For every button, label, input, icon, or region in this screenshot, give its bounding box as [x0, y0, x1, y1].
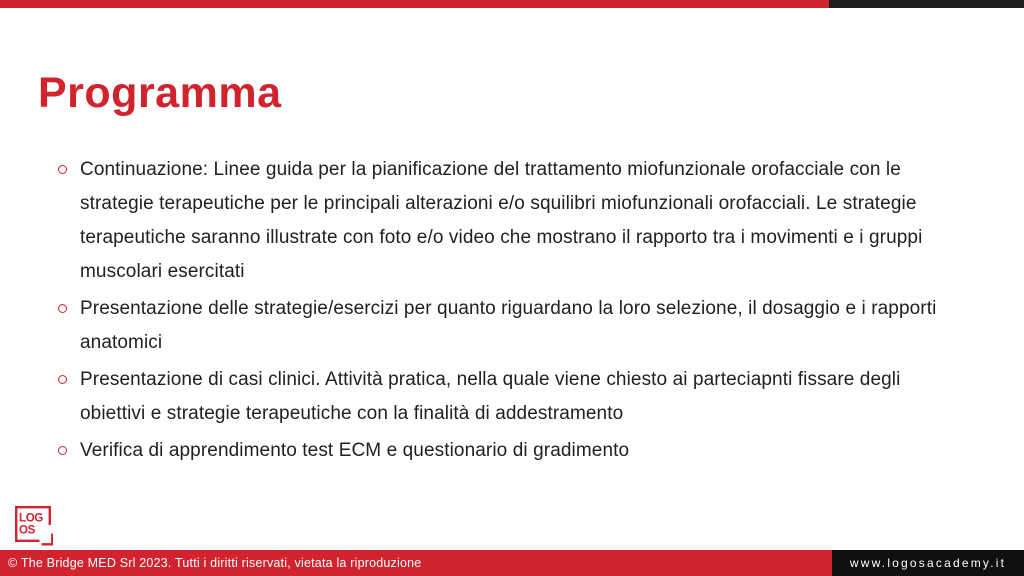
logos-logo: [13, 504, 53, 546]
bullet-circle-icon: [58, 446, 67, 455]
bullet-circle-icon: [58, 375, 67, 384]
footer-website-link[interactable]: www.logosacademy.it: [849, 556, 1007, 570]
list-item: [57, 434, 962, 468]
list-item-text: Presentazione di casi clinici. Attività pratica, nella quale viene chiesto ai parteciapnti fissare degli obiettivi e strategie terapeutiche con la finalità di addestramento: [80, 369, 901, 424]
footer-website-box: [832, 550, 1024, 576]
bullet-circle-icon: [58, 304, 67, 313]
logo-text-line2: OS: [19, 524, 36, 537]
logo-text-line1: LOG: [19, 512, 44, 525]
bullet-list: [57, 153, 962, 471]
list-item-text: Continuazione: Linee guida per la pianificazione del trattamento miofunzionale orofacciale con le strategie terapeutiche per le principali alterazioni e/o squilibri miofunzionali orofacciali. Le strategie terapeutiche saranno illustrate con foto e/o video che mostrano il rapporto tra i movimenti e i gruppi muscolari esercitati: [80, 159, 923, 282]
list-item-text: Verifica di apprendimento test ECM e questionario di gradimento: [80, 440, 630, 461]
list-item: [57, 292, 962, 360]
bullet-circle-icon: [58, 165, 67, 174]
list-item: [57, 153, 962, 289]
top-accent-bar-black-segment: [829, 0, 1024, 8]
list-item-text: Presentazione delle strategie/esercizi per quanto riguardano la loro selezione, il dosaggio e i rapporti anatomici: [80, 298, 937, 353]
slide-title: Programma: [38, 68, 282, 117]
top-accent-bar: [0, 0, 1024, 8]
list-item: [57, 363, 962, 431]
footer-copyright-text: © The Bridge MED Srl 2023. Tutti i diritti riservati, vietata la riproduzione: [8, 556, 422, 570]
logos-logo-icon: [13, 504, 53, 546]
